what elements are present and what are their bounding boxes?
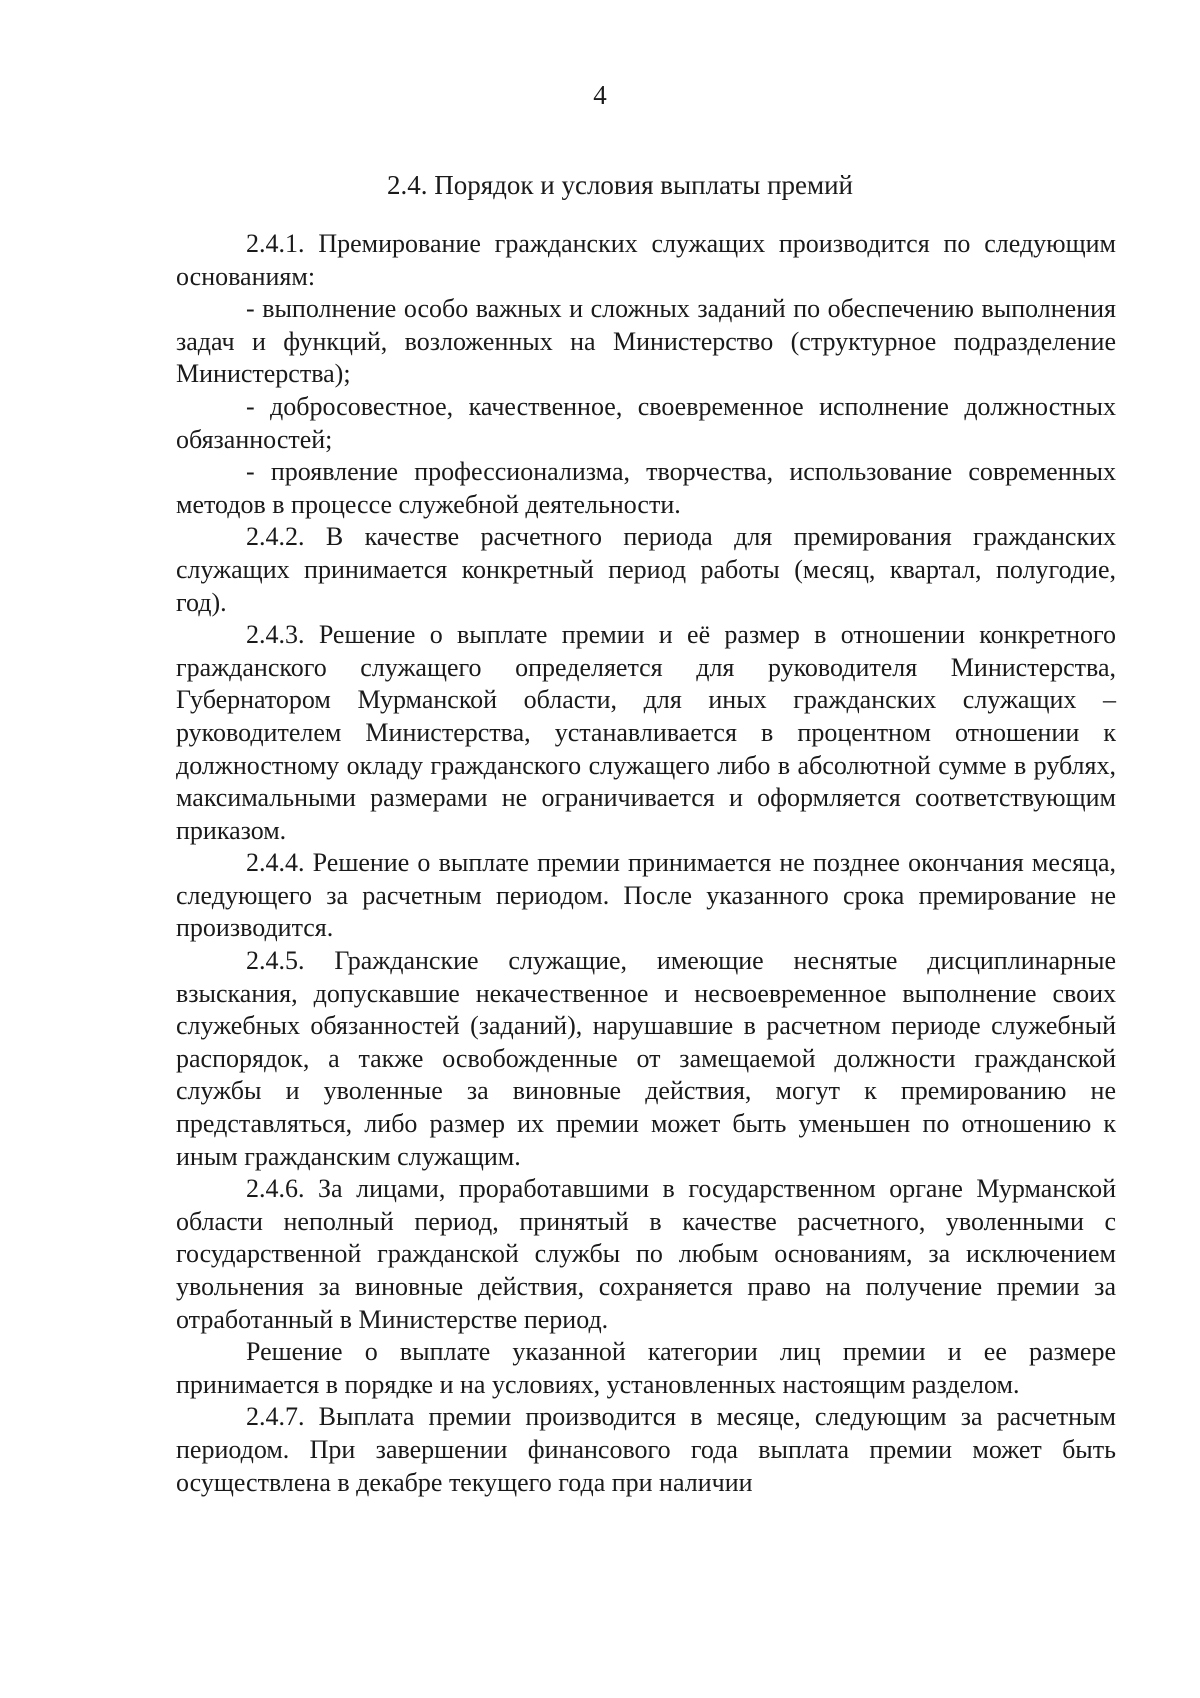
paragraph-2-4-3: 2.4.3. Решение о выплате премии и её размер в отношении конкретного гражданского служащего определяется для руководителя Министерства, Губернатором Мурманской области, для иных гражданских служащих – руководителем Министерства, устанавливается в процентном отношении к должностному окладу гражданского служащего либо в абсолютной сумме в рублях, максимальными размерами не ограничивается и оформляется соответствующим приказом. (176, 620, 1116, 845)
document-body (176, 228, 1116, 1499)
paragraph-2-4-4: 2.4.4. Решение о выплате премии принимается не позднее окончания месяца, следующего за расчетным периодом. После указанного срока премирование не производится. (176, 848, 1116, 943)
paragraph-2-4-6: 2.4.6. За лицами, проработавшими в государственном органе Мурманской области неполный период, принятый в качестве расчетного, уволенными с государственной гражданской службы по любым основаниям, за исключением увольнения за виновные действия, сохраняется право на получение премии за отработанный в Министерстве период. (176, 1174, 1116, 1334)
list-item-duties: - добросовестное, качественное, своевременное исполнение должностных обязанностей; (176, 391, 1116, 454)
page-number: 4 (593, 80, 607, 110)
paragraph-2-4-2: 2.4.2. В качестве расчетного периода для премирования гражданских служащих принимается конкретный период работы (месяц, квартал, полугодие, год). (176, 522, 1116, 617)
section-title: 2.4. Порядок и условия выплаты премий (386, 170, 853, 200)
list-item-important-tasks: - выполнение особо важных и сложных заданий по обеспечению выполнения задач и функций, возложенных на Министерство (структурное подразделение Министерства); (176, 294, 1116, 389)
paragraph-2-4-1: 2.4.1. Премирование гражданских служащих производится по следующим основаниям: (176, 229, 1116, 291)
paragraph-2-4-5: 2.4.5. Гражданские служащие, имеющие неснятые дисциплинарные взыскания, допускавшие некачественное и несвоевременное выполнение своих служебных обязанностей (заданий), нарушавшие в расчетном периоде служебный распорядок, а также освобожденные от замещаемой должности гражданской службы и уволенные за виновные действия, могут к премированию не представляться, либо размер их премии может быть уменьшен по отношению к иным гражданским служащим. (176, 946, 1116, 1171)
paragraph-decision: Решение о выплате указанной категории лиц премии и ее размере принимается в порядке и на условиях, установленных настоящим разделом. (176, 1337, 1116, 1399)
paragraph-2-4-7: 2.4.7. Выплата премии производится в месяце, следующим за расчетным периодом. При завершении финансового года выплата премии может быть осуществлена в декабре текущего года при наличии (176, 1402, 1116, 1497)
list-item-professionalism: - проявление профессионализма, творчества, использование современных методов в процессе служебной деятельности. (176, 457, 1116, 519)
